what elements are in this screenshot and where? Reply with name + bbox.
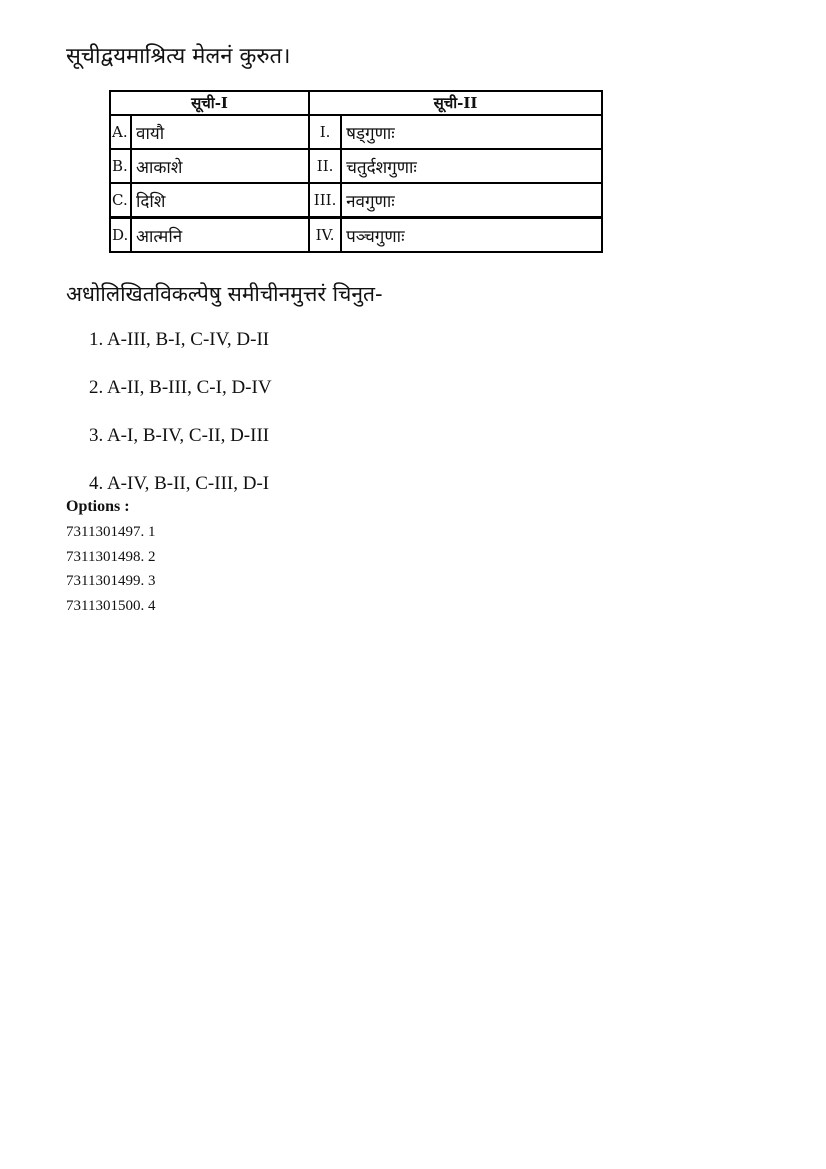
answer-choices xyxy=(89,328,272,520)
answer-choice: 2. A-II, B-III, C-I, D-IV xyxy=(89,377,272,398)
list-1-key: A. xyxy=(110,115,131,149)
option-id: 7311301499. 3 xyxy=(66,573,156,589)
list-1-header: सूची-I xyxy=(110,91,309,115)
table-row xyxy=(110,218,602,253)
option-id: 7311301500. 4 xyxy=(66,597,156,614)
option-id: 7311301498. 2 xyxy=(66,548,156,565)
table-row xyxy=(110,149,602,183)
option-id-list xyxy=(66,522,155,620)
list-1-key: C. xyxy=(110,183,131,218)
list-1-value: वायौ xyxy=(131,115,309,149)
answer-choice: 3. A-I, B-IV, C-II, D-III xyxy=(89,425,270,446)
list-1-key: D. xyxy=(110,218,131,253)
question-instruction: अधोलिखितविकल्पेषु समीचीनमुत्तरं चिनुत- xyxy=(66,282,383,306)
answer-choice: 4. A-IV, B-II, C-III, D-I xyxy=(89,473,270,494)
list-2-key: IV. xyxy=(309,218,341,253)
options-label: Options : xyxy=(66,498,130,515)
list-1-value: आकाशे xyxy=(131,149,309,183)
option-id: 7311301497. 1 xyxy=(66,524,156,540)
list-2-key: II. xyxy=(309,149,341,183)
list-1-key: B. xyxy=(110,149,131,183)
list-2-header: सूची-II xyxy=(309,91,602,115)
list-1-value: दिशि xyxy=(131,183,309,218)
table-row xyxy=(110,115,602,149)
list-2-value: चतुर्दशगुणाः xyxy=(341,149,602,183)
table-header-row xyxy=(110,91,602,115)
list-2-value: पञ्चगुणाः xyxy=(341,218,602,253)
match-table xyxy=(109,90,603,253)
question-heading: सूचीद्वयमाश्रित्य मेलनं कुरुत। xyxy=(66,44,291,69)
list-1-value: आत्मनि xyxy=(131,218,309,253)
list-2-value: नवगुणाः xyxy=(341,183,602,218)
table-row xyxy=(110,183,602,218)
list-2-value: षड्गुणाः xyxy=(341,115,602,149)
answer-choice: 1. A-III, B-I, C-IV, D-II xyxy=(89,329,270,350)
list-2-key: III. xyxy=(309,183,341,218)
list-2-key: I. xyxy=(309,115,341,149)
